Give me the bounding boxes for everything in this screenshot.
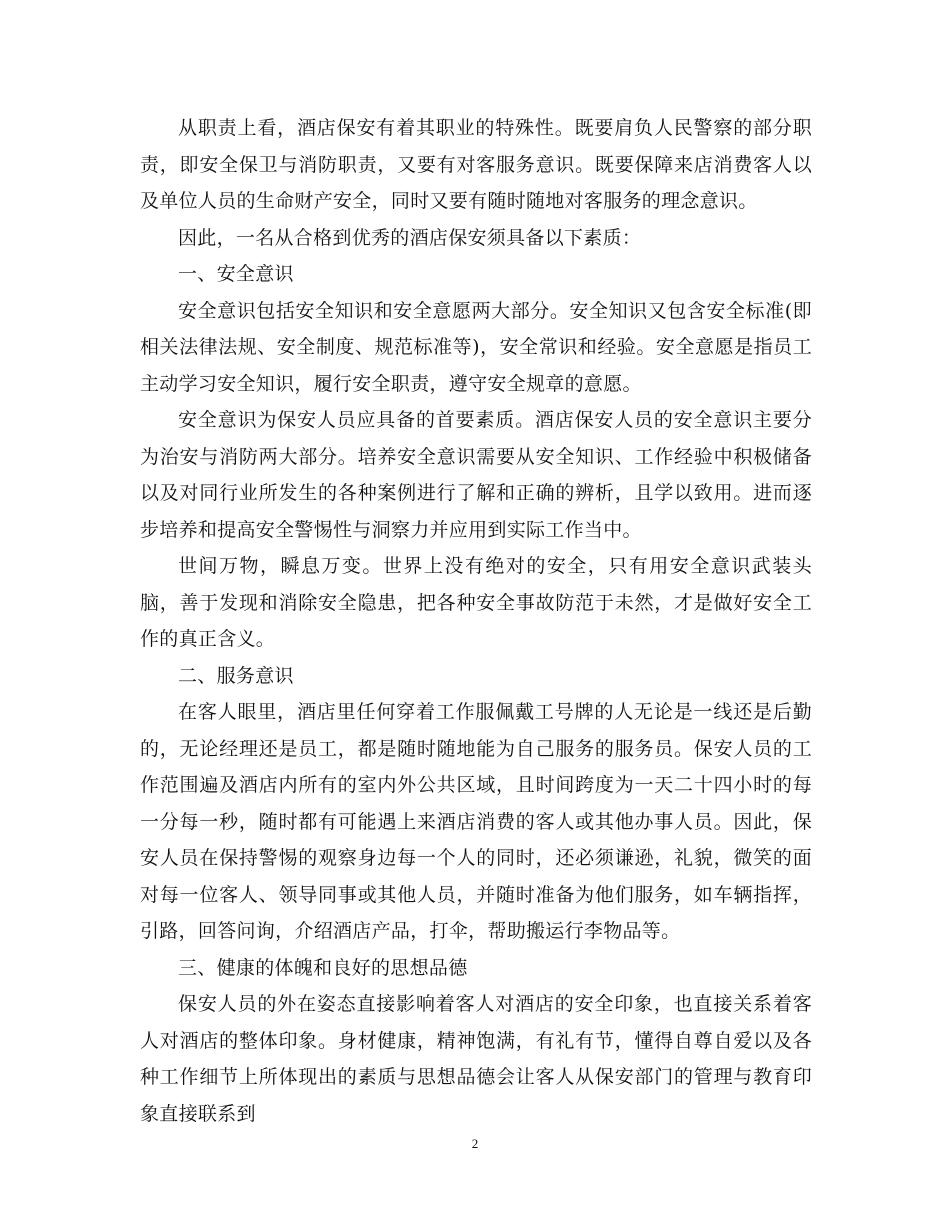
paragraph-intro-qualities: 因此，一名从合格到优秀的酒店保安须具备以下素质： <box>178 226 642 249</box>
paragraph-duties: 从职责上看，酒店保安有着其职业的特殊性。既要肩负人民警察的部分职责，即安全保卫与消防职责，又要有对客服务意识。既要保障来店消费客人以及单位人员的生命财产安全，同时又要有随时随地对客服务的理念意识。 <box>140 117 812 212</box>
paragraph-safety-definition: 安全意识包括安全知识和安全意愿两大部分。安全知识又包含安全标准(即相关法律法规、安全制度、规范标准等)，安全常识和经验。安全意愿是指员工主动学习安全知识，履行安全职责，遵守安全规章的意愿。 <box>140 299 812 395</box>
paragraph-service-detail: 在客人眼里，酒店里任何穿着工作服佩戴工号牌的人无论是一线还是后勤的，无论经理还是员工，都是随时随地能为自己服务的服务员。保安人员的工作范围遍及酒店内所有的室内外公共区域，且时间跨度为一天二十四小时的每一分每一秒，随时都有可能遇上来酒店消费的客人或其他办事人员。因此，保安人员在保持警惕的观察身边每一个人的同时，还必须谦逊，礼貌，微笑的面对每一位客人、领导同事或其他人员，并随时准备为他们服务，如车辆指挥，引路，回答问询，介绍酒店产品，打伞，帮助搬运行李物品等。 <box>140 701 812 942</box>
heading-safety-awareness: 一、安全意识 <box>178 263 294 285</box>
paragraph-safety-world: 世间万物，瞬息万变。世界上没有绝对的安全，只有用安全意识武装头脑，善于发现和消除安全隐患，把各种安全事故防范于未然，才是做好安全工作的真正含义。 <box>140 555 812 650</box>
heading-health-morals: 三、健康的体魄和良好的思想品德 <box>178 956 468 979</box>
heading-service-awareness: 二、服务意识 <box>178 664 294 687</box>
document-body <box>140 110 812 1132</box>
page-number: 2 <box>471 1136 479 1151</box>
paragraph-safety-primary: 安全意识为保安人员应具备的首要素质。酒店保安人员的安全意识主要分为治安与消防两大部分。培养安全意识需要从安全知识、工作经验中积极储备以及对同行业所发生的各种案例进行了解和正确的辨析，且学以致用。进而逐步培养和提高安全警惕性与洞察力并应用到实际工作当中。 <box>140 409 812 541</box>
paragraph-health-detail: 保安人员的外在姿态直接影响着客人对酒店的安全印象，也直接关系着客人对酒店的整体印象。身材健康，精神饱满，有礼有节，懂得自尊自爱以及各种工作细节上所体现出的素质与思想品德会让客人从保安部门的管理与教育印象直接联系到 <box>140 993 812 1125</box>
